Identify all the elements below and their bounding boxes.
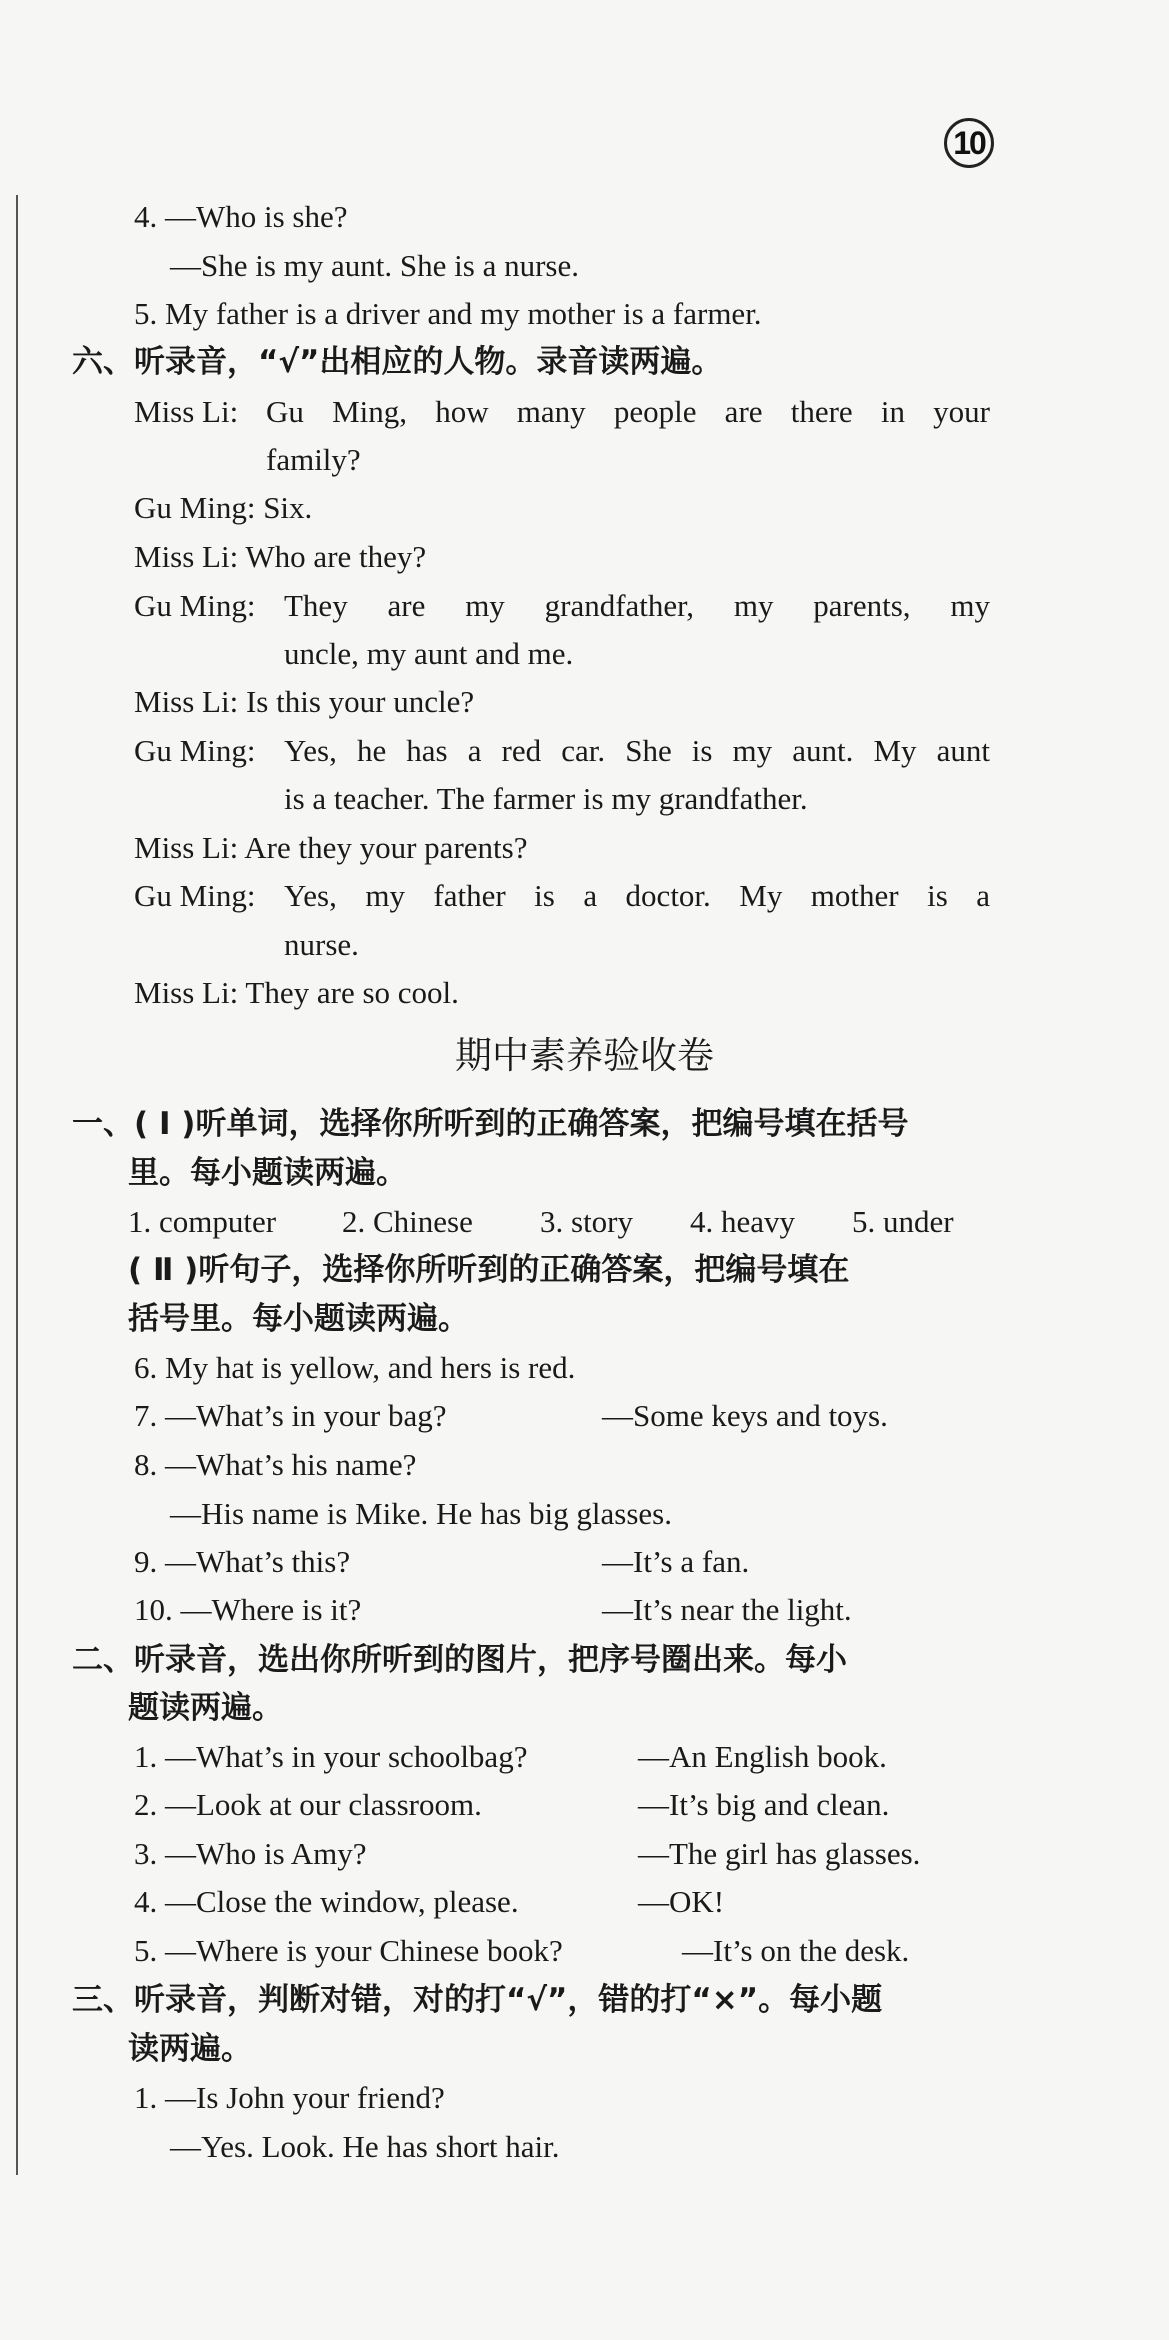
part2-item-3-question: 3. —Who is Amy? [134, 1836, 367, 1871]
dialogue-line-4 [134, 586, 255, 626]
utterance: Is this your uncle? [245, 684, 475, 719]
dialogue-line-1 [134, 392, 238, 432]
part2-item-3-answer: —The girl has glasses. [638, 1836, 921, 1871]
part2-item-1-answer: —An English book. [638, 1739, 887, 1774]
sentence-8-answer: —His name is Mike. He has big glasses. [170, 1496, 672, 1531]
part2-heading-line2: 题读两遍。 [128, 1690, 283, 1726]
speaker: Miss Li: [134, 394, 239, 429]
page-number-badge: 10 [944, 118, 994, 168]
word-5: 5. under [852, 1204, 954, 1239]
sentence-9-answer: —It’s a fan. [602, 1544, 750, 1579]
exam-title: 期中素养验收卷 [455, 1034, 714, 1077]
speaker: Gu Ming: [134, 878, 256, 913]
part3-heading-line2: 读两遍。 [128, 2031, 252, 2067]
dialogue-line-7 [134, 828, 527, 868]
dialogue-line-2 [134, 488, 312, 528]
part1-subheading-line1: ( Ⅱ )听句子，选择你所听到的正确答案，把编号填在 [128, 1252, 850, 1288]
speaker: Gu Ming: [134, 733, 256, 768]
speaker: Miss Li: [134, 830, 239, 865]
word-1: 1. computer [128, 1204, 277, 1239]
dialogue-line-3 [134, 537, 426, 577]
prev-item-4-answer: —She is my aunt. She is a nurse. [170, 248, 579, 283]
word-4: 4. heavy [690, 1204, 796, 1239]
dialogue-line-8-cont: nurse. [284, 927, 359, 962]
speaker: Gu Ming: [134, 490, 256, 525]
word-3: 3. story [540, 1204, 633, 1239]
section6-heading: 六、听录音，“√”出相应的人物。录音读两遍。 [72, 344, 723, 380]
dialogue-line-6-text: Yes, he has a red car. She is my aunt. My aunt [284, 733, 990, 768]
part3-item-1-answer: —Yes. Look. He has short hair. [170, 2129, 560, 2164]
part1-subheading-line2: 括号里。每小题读两遍。 [128, 1301, 469, 1337]
sentence-6: 6. My hat is yellow, and hers is red. [134, 1350, 576, 1385]
dialogue-line-4-cont: uncle, my aunt and me. [284, 636, 574, 671]
utterance: Are they your parents? [244, 830, 528, 865]
sentence-9-question: 9. —What’s this? [134, 1544, 351, 1579]
dialogue-line-6 [134, 731, 255, 771]
prev-item-4-question: 4. —Who is she? [134, 199, 348, 234]
sentence-10-answer: —It’s near the light. [602, 1592, 852, 1627]
part1-heading-line1: 一、( Ⅰ )听单词，选择你所听到的正确答案，把编号填在括号 [72, 1106, 909, 1142]
part2-item-4-question: 4. —Close the window, please. [134, 1884, 519, 1919]
dialogue-line-9 [134, 973, 459, 1013]
sentence-7-answer: —Some keys and toys. [602, 1398, 888, 1433]
dialogue-line-6-cont: is a teacher. The farmer is my grandfather. [284, 781, 808, 816]
dialogue-line-8 [134, 876, 255, 916]
part3-heading-line1: 三、听录音，判断对错，对的打“√”，错的打“×”。每小题 [72, 1982, 883, 2018]
part2-item-1-question: 1. —What’s in your schoolbag? [134, 1739, 528, 1774]
part2-item-5-answer: —It’s on the desk. [682, 1933, 910, 1968]
part3-item-1-question: 1. —Is John your friend? [134, 2080, 445, 2115]
sentence-7-question: 7. —What’s in your bag? [134, 1398, 447, 1433]
part2-heading-line1: 二、听录音，选出你所听到的图片，把序号圈出来。每小 [72, 1642, 847, 1678]
word-2: 2. Chinese [342, 1204, 473, 1239]
sentence-8-question: 8. —What’s his name? [134, 1447, 417, 1482]
part2-item-2-question: 2. —Look at our classroom. [134, 1787, 482, 1822]
part2-item-2-answer: —It’s big and clean. [638, 1787, 890, 1822]
prev-item-5: 5. My father is a driver and my mother is a farmer. [134, 296, 762, 331]
utterance: They are so cool. [245, 975, 459, 1010]
left-margin-rule [16, 195, 18, 2175]
dialogue-line-1-text: Gu Ming, how many people are there in your [266, 394, 990, 429]
speaker: Gu Ming: [134, 588, 256, 623]
speaker: Miss Li: [134, 975, 239, 1010]
speaker: Miss Li: [134, 539, 239, 574]
utterance: Six. [263, 490, 313, 525]
part2-item-4-answer: —OK! [638, 1884, 725, 1919]
utterance: Who are they? [245, 539, 427, 574]
dialogue-line-4-text: They are my grandfather, my parents, my [284, 588, 990, 623]
part1-heading-line2: 里。每小题读两遍。 [128, 1155, 407, 1191]
dialogue-line-5 [134, 682, 474, 722]
dialogue-line-8-text: Yes, my father is a doctor. My mother is a [284, 878, 990, 913]
part2-item-5-question: 5. —Where is your Chinese book? [134, 1933, 563, 1968]
sentence-10-question: 10. —Where is it? [134, 1592, 362, 1627]
speaker: Miss Li: [134, 684, 239, 719]
dialogue-line-1-cont: family? [266, 442, 361, 477]
